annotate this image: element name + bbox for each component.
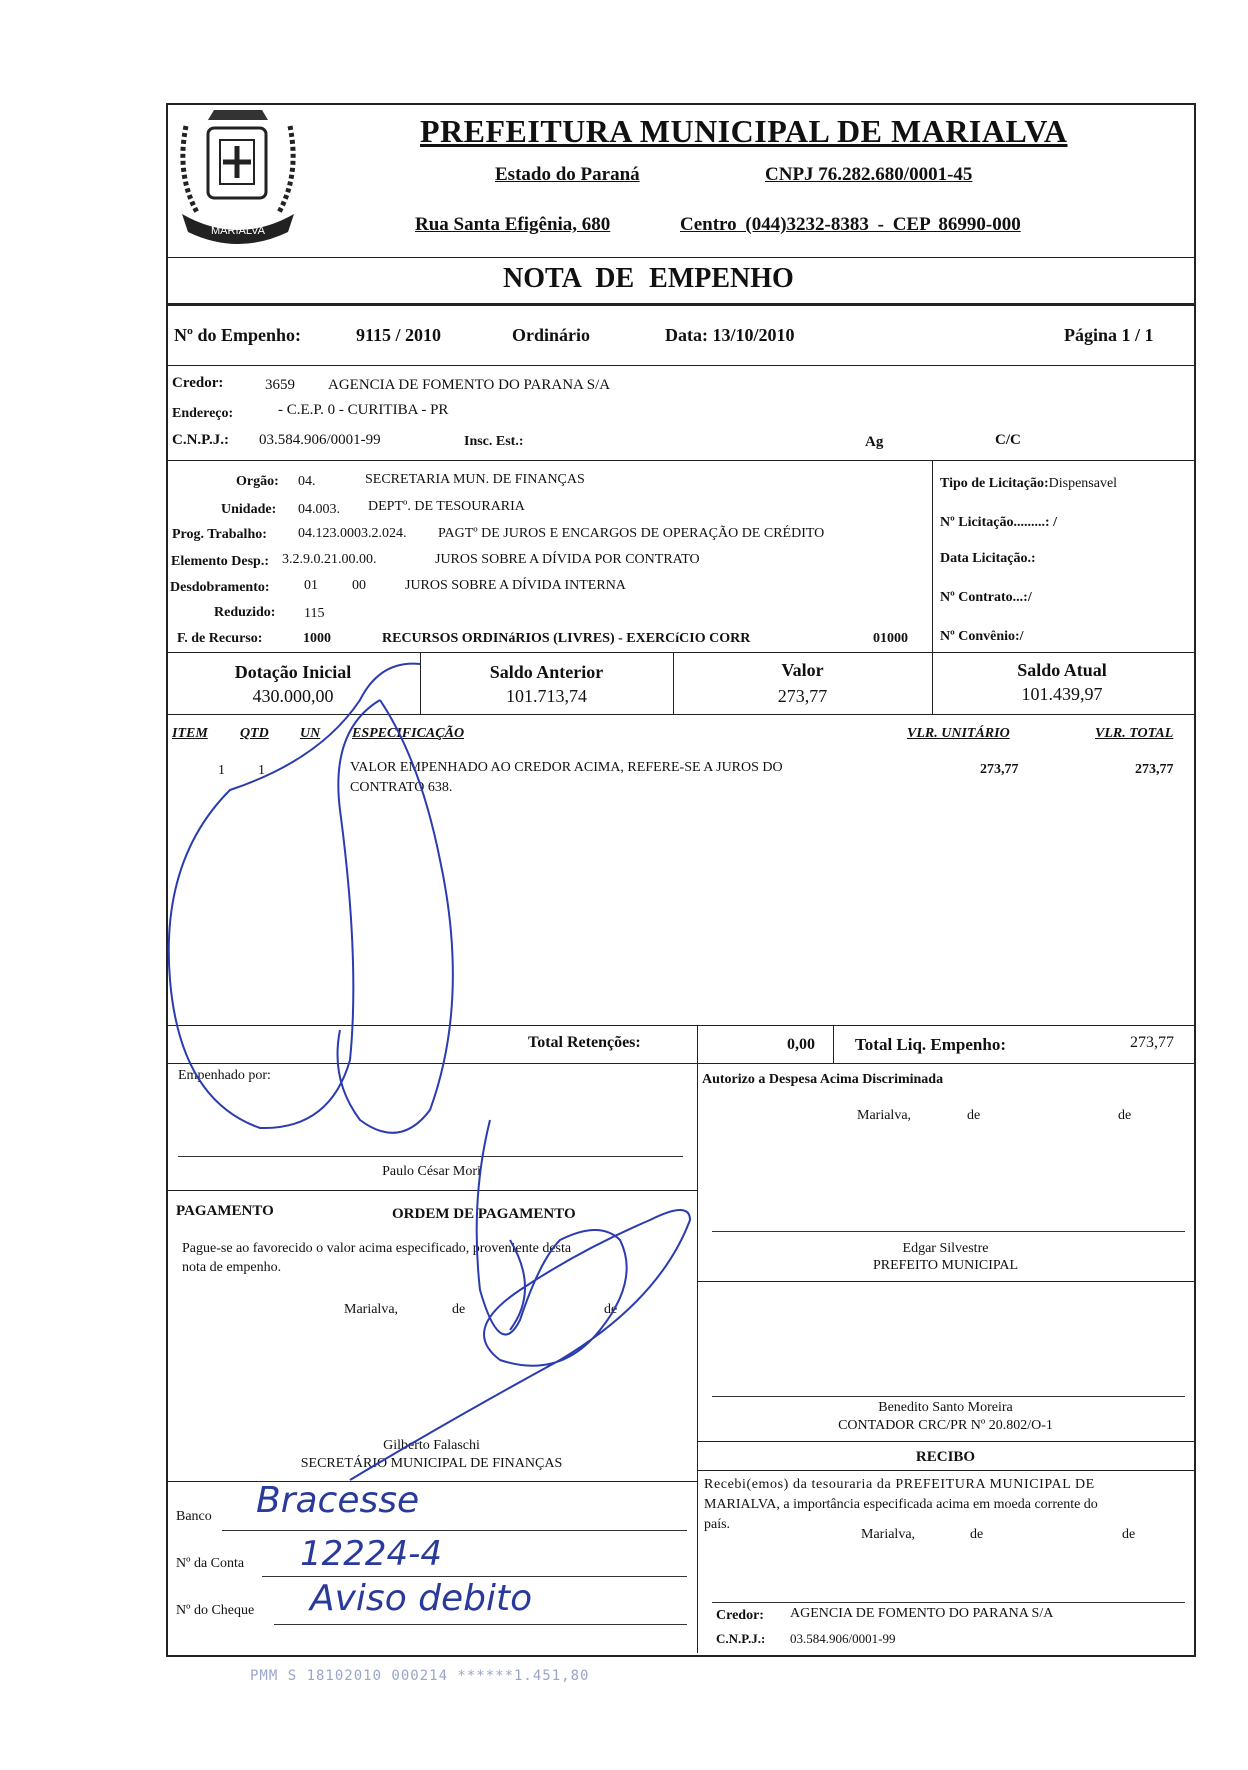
conta-handwritten: 12224-4 — [300, 1534, 443, 1574]
header-address: Rua Santa Efigênia, 680 — [415, 214, 611, 235]
autorizo-label: Autorizo a Despesa Acima Discriminada — [702, 1072, 944, 1087]
recibo-de1: de — [970, 1527, 984, 1542]
divider — [697, 1063, 698, 1653]
divider — [166, 460, 1194, 461]
total-liquido-label: Total Liq. Empenho: — [855, 1035, 1006, 1054]
empenho-number-label: Nº do Empenho: — [174, 325, 301, 345]
divider — [166, 714, 1194, 715]
conta-label: Nº da Conta — [176, 1556, 245, 1571]
col-header-un: UN — [300, 726, 321, 741]
desdobramento-code-a: 01 — [304, 578, 318, 593]
secretario-role: SECRETÁRIO MUNICIPAL DE FINANÇAS — [300, 1456, 563, 1471]
dotacao-inicial-label: Dotação Inicial — [234, 662, 352, 682]
total-retencoes-value: 0,00 — [787, 1036, 815, 1053]
signature-line — [712, 1231, 1185, 1232]
autorizo-place: Marialva, — [857, 1108, 912, 1123]
conta-corrente-label: C/C — [995, 432, 1021, 448]
signature-line — [712, 1602, 1185, 1603]
empenhado-por-label: Empenhado por: — [178, 1068, 271, 1083]
row-vlr-unitario: 273,77 — [980, 762, 1019, 777]
total-liquido-value: 273,77 — [1130, 1034, 1174, 1051]
row-spec-line1: VALOR EMPENHADO AO CREDOR ACIMA, REFERE-SE A JUROS DO — [350, 760, 783, 775]
col-header-qtd: QTD — [240, 726, 269, 741]
unidade-code: 04.003. — [298, 502, 340, 517]
desdobramento-name: JUROS SOBRE A DÍVIDA INTERNA — [405, 578, 626, 593]
divider — [166, 1063, 1194, 1064]
row-item: 1 — [218, 763, 225, 778]
fonte-recurso-code: 1000 — [303, 631, 331, 646]
prog-trabalho-code: 04.123.0003.2.024. — [298, 526, 407, 541]
autorizo-de1: de — [967, 1108, 981, 1123]
empenhado-por-name: Paulo César Mori — [382, 1164, 481, 1179]
divider — [166, 1190, 697, 1191]
licitacao-date: Data Licitação.: — [940, 551, 1036, 566]
divider — [833, 1025, 834, 1063]
orgao-name: SECRETARIA MUN. DE FINANÇAS — [365, 472, 585, 487]
divider — [697, 1441, 1194, 1442]
recibo-cnpj: 03.584.906/0001-99 — [790, 1631, 896, 1646]
pagamento-place: Marialva, — [344, 1302, 399, 1317]
recibo-text-line1: Recebi(emos) da tesouraria da PREFEITURA MUNICIPAL DE — [704, 1477, 1095, 1492]
recibo-credor-name: AGENCIA DE FOMENTO DO PARANA S/A — [790, 1606, 1054, 1621]
pagamento-text-line1: Pague-se ao favorecido o valor acima especificado, proveniente desta — [182, 1241, 572, 1256]
autorizo-de2: de — [1118, 1108, 1132, 1123]
fonte-recurso-code2: 01000 — [873, 631, 908, 646]
empenho-number: 9115 / 2010 — [356, 325, 442, 345]
banco-line — [222, 1530, 687, 1531]
elemento-label: Elemento Desp.: — [171, 554, 269, 569]
ordem-pagamento-label: ORDEM DE PAGAMENTO — [392, 1206, 576, 1222]
recibo-text-line2: MARIALVA, a importância especificada acima em moeda corrente do — [704, 1497, 1098, 1512]
bank-authentication-stamp: PMM S 18102010 000214 ******1.451,80 — [250, 1668, 590, 1684]
divider — [932, 460, 933, 652]
divider — [166, 652, 1194, 653]
cheque-handwritten: Aviso debito — [310, 1578, 533, 1619]
reduzido-label: Reduzido: — [214, 605, 276, 620]
cheque-label: Nº do Cheque — [176, 1603, 255, 1618]
unidade-name: DEPTº. DE TESOURARIA — [368, 499, 525, 514]
tipo-licitacao-label-text: Tipo de Licitação: — [940, 476, 1049, 491]
endereco-label: Endereço: — [172, 406, 234, 421]
tipo-licitacao-value: Dispensavel — [1048, 476, 1118, 491]
contador-name: Benedito Santo Moreira — [878, 1400, 1013, 1415]
prog-trabalho-name: PAGTº DE JUROS E ENCARGOS DE OPERAÇÃO DE CRÉDITO — [438, 526, 825, 541]
header-cnpj: CNPJ 76.282.680/0001-45 — [765, 164, 973, 185]
cheque-line — [274, 1624, 687, 1625]
desdobramento-label: Desdobramento: — [170, 580, 270, 595]
dotacao-inicial-value: 430.000,00 — [252, 686, 334, 706]
fonte-recurso-label: F. de Recurso: — [177, 631, 263, 646]
row-qtd: 1 — [258, 763, 265, 778]
total-retencoes-label: Total Retenções: — [528, 1034, 641, 1051]
tipo-licitacao-label — [940, 476, 1117, 492]
document-title: NOTA DE EMPENHO — [503, 263, 794, 294]
saldo-anterior-label: Saldo Anterior — [489, 662, 604, 682]
divider — [166, 257, 1194, 258]
reduzido-value: 115 — [304, 606, 325, 621]
divider — [166, 1481, 697, 1482]
divider — [166, 1025, 1194, 1026]
cnpj-label: C.N.P.J.: — [172, 432, 229, 448]
orgao-label: Orgão: — [236, 474, 279, 489]
agencia-label: Ag — [865, 434, 884, 450]
recibo-de2: de — [1122, 1527, 1136, 1542]
banco-handwritten: Bracesse — [256, 1480, 420, 1521]
contrato-number: Nº Contrato...:/ — [940, 590, 1032, 605]
pagamento-text-line2: nota de empenho. — [182, 1260, 282, 1275]
divider — [166, 365, 1194, 366]
row-vlr-total: 273,77 — [1135, 762, 1174, 777]
pagamento-de2: de — [604, 1302, 618, 1317]
credor-address: - C.E.P. 0 - CURITIBA - PR — [278, 402, 449, 418]
col-header-vlr-total: VLR. TOTAL — [1095, 726, 1174, 741]
banco-label: Banco — [176, 1509, 212, 1524]
seal-banner-text: MARIALVA — [211, 225, 265, 237]
prog-trabalho-label: Prog. Trabalho: — [172, 527, 267, 542]
row-spec-line2: CONTRATO 638. — [350, 780, 453, 795]
desdobramento-code-b: 00 — [352, 578, 366, 593]
secretario-name: Gilberto Falaschi — [383, 1438, 480, 1453]
recibo-text-line3: país. — [704, 1517, 731, 1532]
divider — [697, 1281, 1194, 1282]
licitacao-number: Nº Licitação.........: / — [940, 515, 1057, 530]
elemento-name: JUROS SOBRE A DÍVIDA POR CONTRATO — [435, 552, 700, 567]
recibo-cnpj-label: C.N.P.J.: — [716, 1631, 766, 1646]
divider — [697, 1025, 698, 1063]
signature-line — [712, 1396, 1185, 1397]
signature-line — [178, 1156, 683, 1157]
empenho-date: Data: 13/10/2010 — [665, 325, 795, 345]
divider — [697, 1470, 1194, 1471]
col-header-especificacao: ESPECIFICAÇÃO — [352, 726, 465, 741]
empenho-type: Ordinário — [512, 325, 591, 345]
page-number: Página 1 / 1 — [1064, 325, 1154, 345]
elemento-code: 3.2.9.0.21.00.00. — [282, 552, 377, 567]
divider — [166, 303, 1194, 306]
credor-code: 3659 — [265, 377, 295, 393]
pagamento-de1: de — [452, 1302, 466, 1317]
credor-cnpj: 03.584.906/0001-99 — [259, 432, 381, 448]
page-title: PREFEITURA MUNICIPAL DE MARIALVA — [420, 113, 1068, 149]
orgao-code: 04. — [298, 474, 316, 489]
valor-label: Valor — [781, 660, 824, 680]
pagamento-label: PAGAMENTO — [176, 1203, 274, 1219]
recibo-credor-label: Credor: — [716, 1608, 764, 1623]
insc-est-label: Insc. Est.: — [464, 434, 524, 449]
state-label: Estado do Paraná — [495, 164, 640, 185]
credor-name: AGENCIA DE FOMENTO DO PARANA S/A — [328, 377, 611, 393]
header-contact: Centro (044)3232-8383 - CEP 86990-000 — [680, 214, 1021, 235]
prefeito-role: PREFEITO MUNICIPAL — [872, 1258, 1019, 1273]
conta-line — [262, 1576, 687, 1577]
saldo-anterior-value: 101.713,74 — [506, 686, 587, 706]
coat-of-arms-seal — [168, 106, 308, 256]
contador-role: CONTADOR CRC/PR Nº 20.802/O-1 — [838, 1418, 1053, 1433]
recibo-label: RECIBO — [915, 1449, 976, 1465]
saldo-atual-value: 101.439,97 — [1021, 684, 1103, 704]
col-header-vlr-unitario: VLR. UNITÁRIO — [907, 726, 1010, 741]
prefeito-name: Edgar Silvestre — [902, 1241, 989, 1256]
col-header-item: ITEM — [172, 726, 208, 741]
recibo-place: Marialva, — [861, 1527, 916, 1542]
valor-value: 273,77 — [777, 686, 828, 706]
credor-label: Credor: — [172, 375, 224, 391]
saldo-atual-label: Saldo Atual — [1017, 660, 1107, 680]
fonte-recurso-name: RECURSOS ORDINáRIOS (LIVRES) - EXERCíCIO CORR — [382, 631, 751, 646]
unidade-label: Unidade: — [221, 502, 277, 517]
convenio-number: Nº Convênio:/ — [940, 629, 1024, 644]
